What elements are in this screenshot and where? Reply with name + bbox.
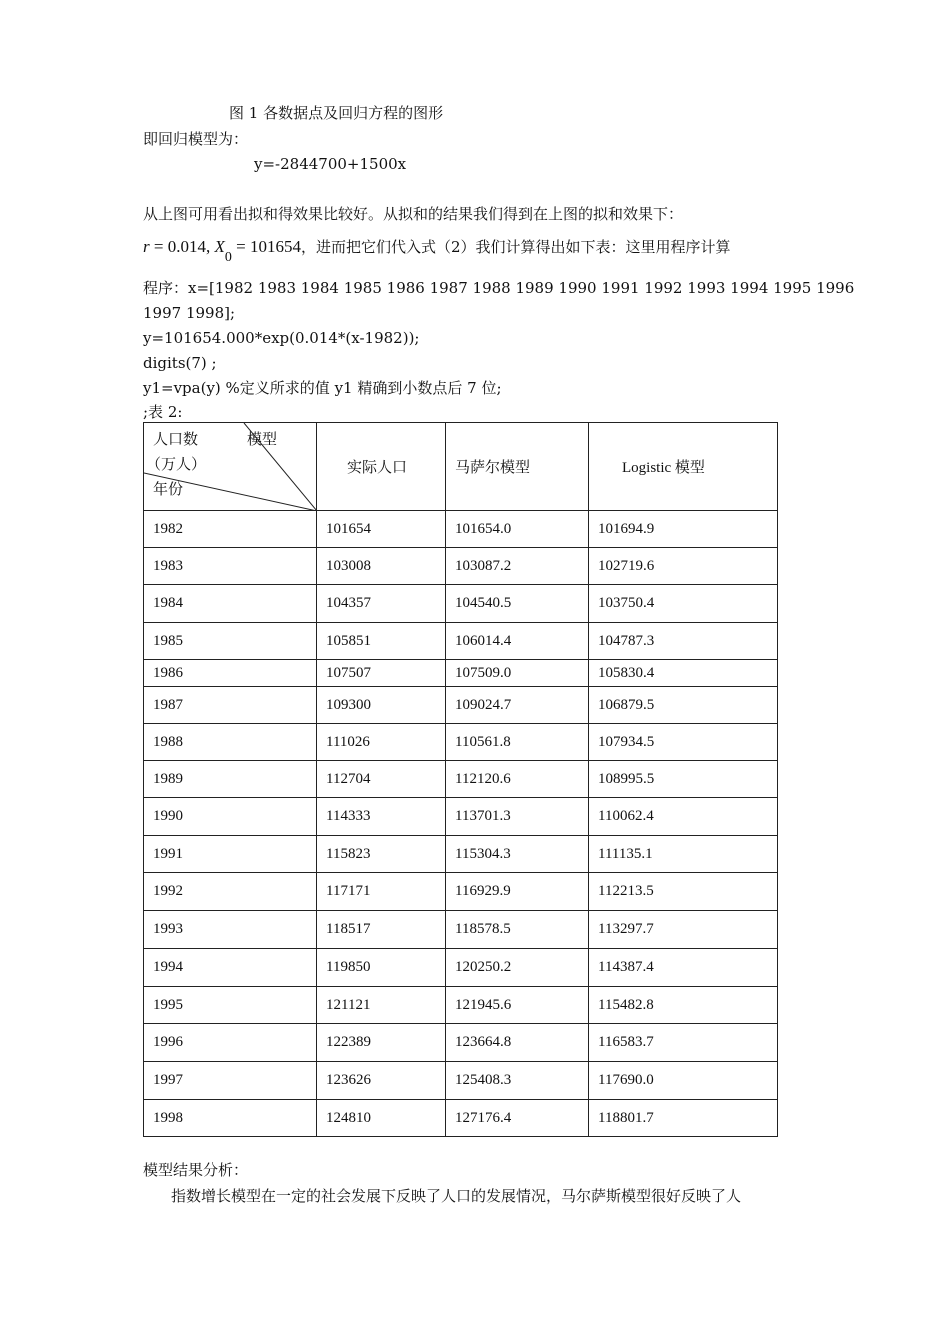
x-value: = 101654 bbox=[236, 237, 301, 256]
table-row bbox=[144, 836, 778, 873]
diag-label-population: 人口数 bbox=[153, 432, 199, 448]
cell-year: 1982 bbox=[144, 511, 317, 548]
cell-logistic: 116583.7 bbox=[589, 1024, 778, 1062]
cell-actual: 105851 bbox=[317, 623, 446, 660]
diag-label-unit: （万人） bbox=[146, 457, 207, 473]
cell-malthus: 127176.4 bbox=[446, 1100, 589, 1137]
cell-year: 1990 bbox=[144, 798, 317, 836]
x-subscript: 0 bbox=[224, 250, 232, 265]
col-header-actual: 实际人口 bbox=[317, 423, 446, 511]
analysis-heading: 模型结果分析： bbox=[143, 1161, 249, 1179]
table-row bbox=[144, 1100, 778, 1137]
cell-year: 1985 bbox=[144, 623, 317, 660]
r-symbol: r bbox=[143, 237, 150, 256]
cell-year: 1992 bbox=[144, 873, 317, 911]
cell-actual: 117171 bbox=[317, 873, 446, 911]
table-row bbox=[144, 873, 778, 911]
diagonal-header-cell bbox=[144, 423, 317, 511]
cell-logistic: 111135.1 bbox=[589, 836, 778, 873]
cell-year: 1984 bbox=[144, 585, 317, 623]
cell-malthus: 109024.7 bbox=[446, 687, 589, 724]
cell-logistic: 110062.4 bbox=[589, 798, 778, 836]
population-table bbox=[143, 422, 778, 1137]
parameter-line bbox=[143, 237, 731, 265]
cell-logistic: 115482.8 bbox=[589, 987, 778, 1024]
fit-comment: 从上图可用看出拟和得效果比较好。从拟和的结果我们得到在上图的拟和效果下： bbox=[143, 205, 684, 223]
cell-malthus: 104540.5 bbox=[446, 585, 589, 623]
cell-malthus: 116929.9 bbox=[446, 873, 589, 911]
figure-caption: 图 1 各数据点及回归方程的图形 bbox=[229, 104, 444, 122]
cell-actual: 112704 bbox=[317, 761, 446, 798]
analysis-text: 指数增长模型在一定的社会发展下反映了人口的发展情况，马尔萨斯模型很好反映了人 bbox=[171, 1187, 742, 1205]
r-value: = 0.014, bbox=[153, 237, 211, 256]
table-row bbox=[144, 911, 778, 949]
table-row bbox=[144, 623, 778, 660]
col-header-malthus: 马萨尔模型 bbox=[446, 423, 589, 511]
cell-year: 1993 bbox=[144, 911, 317, 949]
table-row bbox=[144, 949, 778, 987]
cell-actual: 111026 bbox=[317, 724, 446, 761]
table-row bbox=[144, 798, 778, 836]
cell-actual: 122389 bbox=[317, 1024, 446, 1062]
table-row bbox=[144, 987, 778, 1024]
cell-year: 1995 bbox=[144, 987, 317, 1024]
cell-malthus: 113701.3 bbox=[446, 798, 589, 836]
program-line-1: 程序：x=[1982 1983 1984 1985 1986 1987 1988 1989 1990 1991 1992 1993 1994 1995 1996 bbox=[143, 279, 855, 297]
cell-malthus: 125408.3 bbox=[446, 1062, 589, 1100]
diag-label-model: 模型 bbox=[247, 432, 278, 448]
cell-malthus: 106014.4 bbox=[446, 623, 589, 660]
table-row bbox=[144, 585, 778, 623]
cell-actual: 109300 bbox=[317, 687, 446, 724]
program-line-3: y=101654.000*exp(0.014*(x-1982)); bbox=[143, 329, 420, 347]
cell-logistic: 106879.5 bbox=[589, 687, 778, 724]
cell-year: 1986 bbox=[144, 660, 317, 687]
cell-actual: 103008 bbox=[317, 548, 446, 585]
cell-year: 1991 bbox=[144, 836, 317, 873]
table-label: ;表 2: bbox=[143, 403, 183, 421]
cell-malthus: 107509.0 bbox=[446, 660, 589, 687]
program-line-4: digits(7) ; bbox=[143, 354, 217, 372]
table-header-row bbox=[144, 423, 778, 511]
cell-logistic: 113297.7 bbox=[589, 911, 778, 949]
cell-year: 1996 bbox=[144, 1024, 317, 1062]
table-row bbox=[144, 1024, 778, 1062]
cell-actual: 115823 bbox=[317, 836, 446, 873]
cell-actual: 118517 bbox=[317, 911, 446, 949]
table-row bbox=[144, 548, 778, 585]
cell-actual: 121121 bbox=[317, 987, 446, 1024]
cell-actual: 124810 bbox=[317, 1100, 446, 1137]
table-row bbox=[144, 761, 778, 798]
cell-actual: 114333 bbox=[317, 798, 446, 836]
program-line-2: 1997 1998]; bbox=[143, 304, 236, 322]
cell-logistic: 107934.5 bbox=[589, 724, 778, 761]
cell-malthus: 101654.0 bbox=[446, 511, 589, 548]
cell-logistic: 118801.7 bbox=[589, 1100, 778, 1137]
cell-actual: 123626 bbox=[317, 1062, 446, 1100]
cell-logistic: 103750.4 bbox=[589, 585, 778, 623]
cell-year: 1994 bbox=[144, 949, 317, 987]
table-row bbox=[144, 687, 778, 724]
cell-malthus: 112120.6 bbox=[446, 761, 589, 798]
table-body bbox=[144, 511, 778, 1137]
cell-malthus: 118578.5 bbox=[446, 911, 589, 949]
col-header-logistic: Logistic 模型 bbox=[589, 423, 778, 511]
cell-malthus: 123664.8 bbox=[446, 1024, 589, 1062]
regression-equation: y=-2844700+1500x bbox=[254, 155, 407, 173]
table-row bbox=[144, 660, 778, 687]
cell-logistic: 102719.6 bbox=[589, 548, 778, 585]
cell-logistic: 101694.9 bbox=[589, 511, 778, 548]
table-row bbox=[144, 1062, 778, 1100]
cell-logistic: 114387.4 bbox=[589, 949, 778, 987]
cell-year: 1989 bbox=[144, 761, 317, 798]
param-math bbox=[143, 237, 301, 265]
cell-actual: 107507 bbox=[317, 660, 446, 687]
cell-malthus: 103087.2 bbox=[446, 548, 589, 585]
cell-logistic: 105830.4 bbox=[589, 660, 778, 687]
model-intro: 即回归模型为： bbox=[143, 130, 249, 148]
program-line-5: y1=vpa(y) %定义所求的值 y1 精确到小数点后 7 位; bbox=[143, 379, 502, 397]
cell-actual: 119850 bbox=[317, 949, 446, 987]
param-tail: ，进而把它们代入式（2）我们计算得出如下表：这里用程序计算 bbox=[300, 238, 731, 256]
cell-logistic: 112213.5 bbox=[589, 873, 778, 911]
cell-malthus: 115304.3 bbox=[446, 836, 589, 873]
cell-year: 1988 bbox=[144, 724, 317, 761]
cell-malthus: 121945.6 bbox=[446, 987, 589, 1024]
cell-year: 1997 bbox=[144, 1062, 317, 1100]
cell-actual: 101654 bbox=[317, 511, 446, 548]
cell-malthus: 110561.8 bbox=[446, 724, 589, 761]
table-row bbox=[144, 511, 778, 548]
cell-malthus: 120250.2 bbox=[446, 949, 589, 987]
table-row bbox=[144, 724, 778, 761]
cell-year: 1998 bbox=[144, 1100, 317, 1137]
cell-logistic: 108995.5 bbox=[589, 761, 778, 798]
cell-year: 1987 bbox=[144, 687, 317, 724]
cell-year: 1983 bbox=[144, 548, 317, 585]
x-symbol: X bbox=[214, 237, 225, 256]
cell-logistic: 117690.0 bbox=[589, 1062, 778, 1100]
cell-actual: 104357 bbox=[317, 585, 446, 623]
cell-logistic: 104787.3 bbox=[589, 623, 778, 660]
diag-label-year: 年份 bbox=[153, 482, 184, 498]
